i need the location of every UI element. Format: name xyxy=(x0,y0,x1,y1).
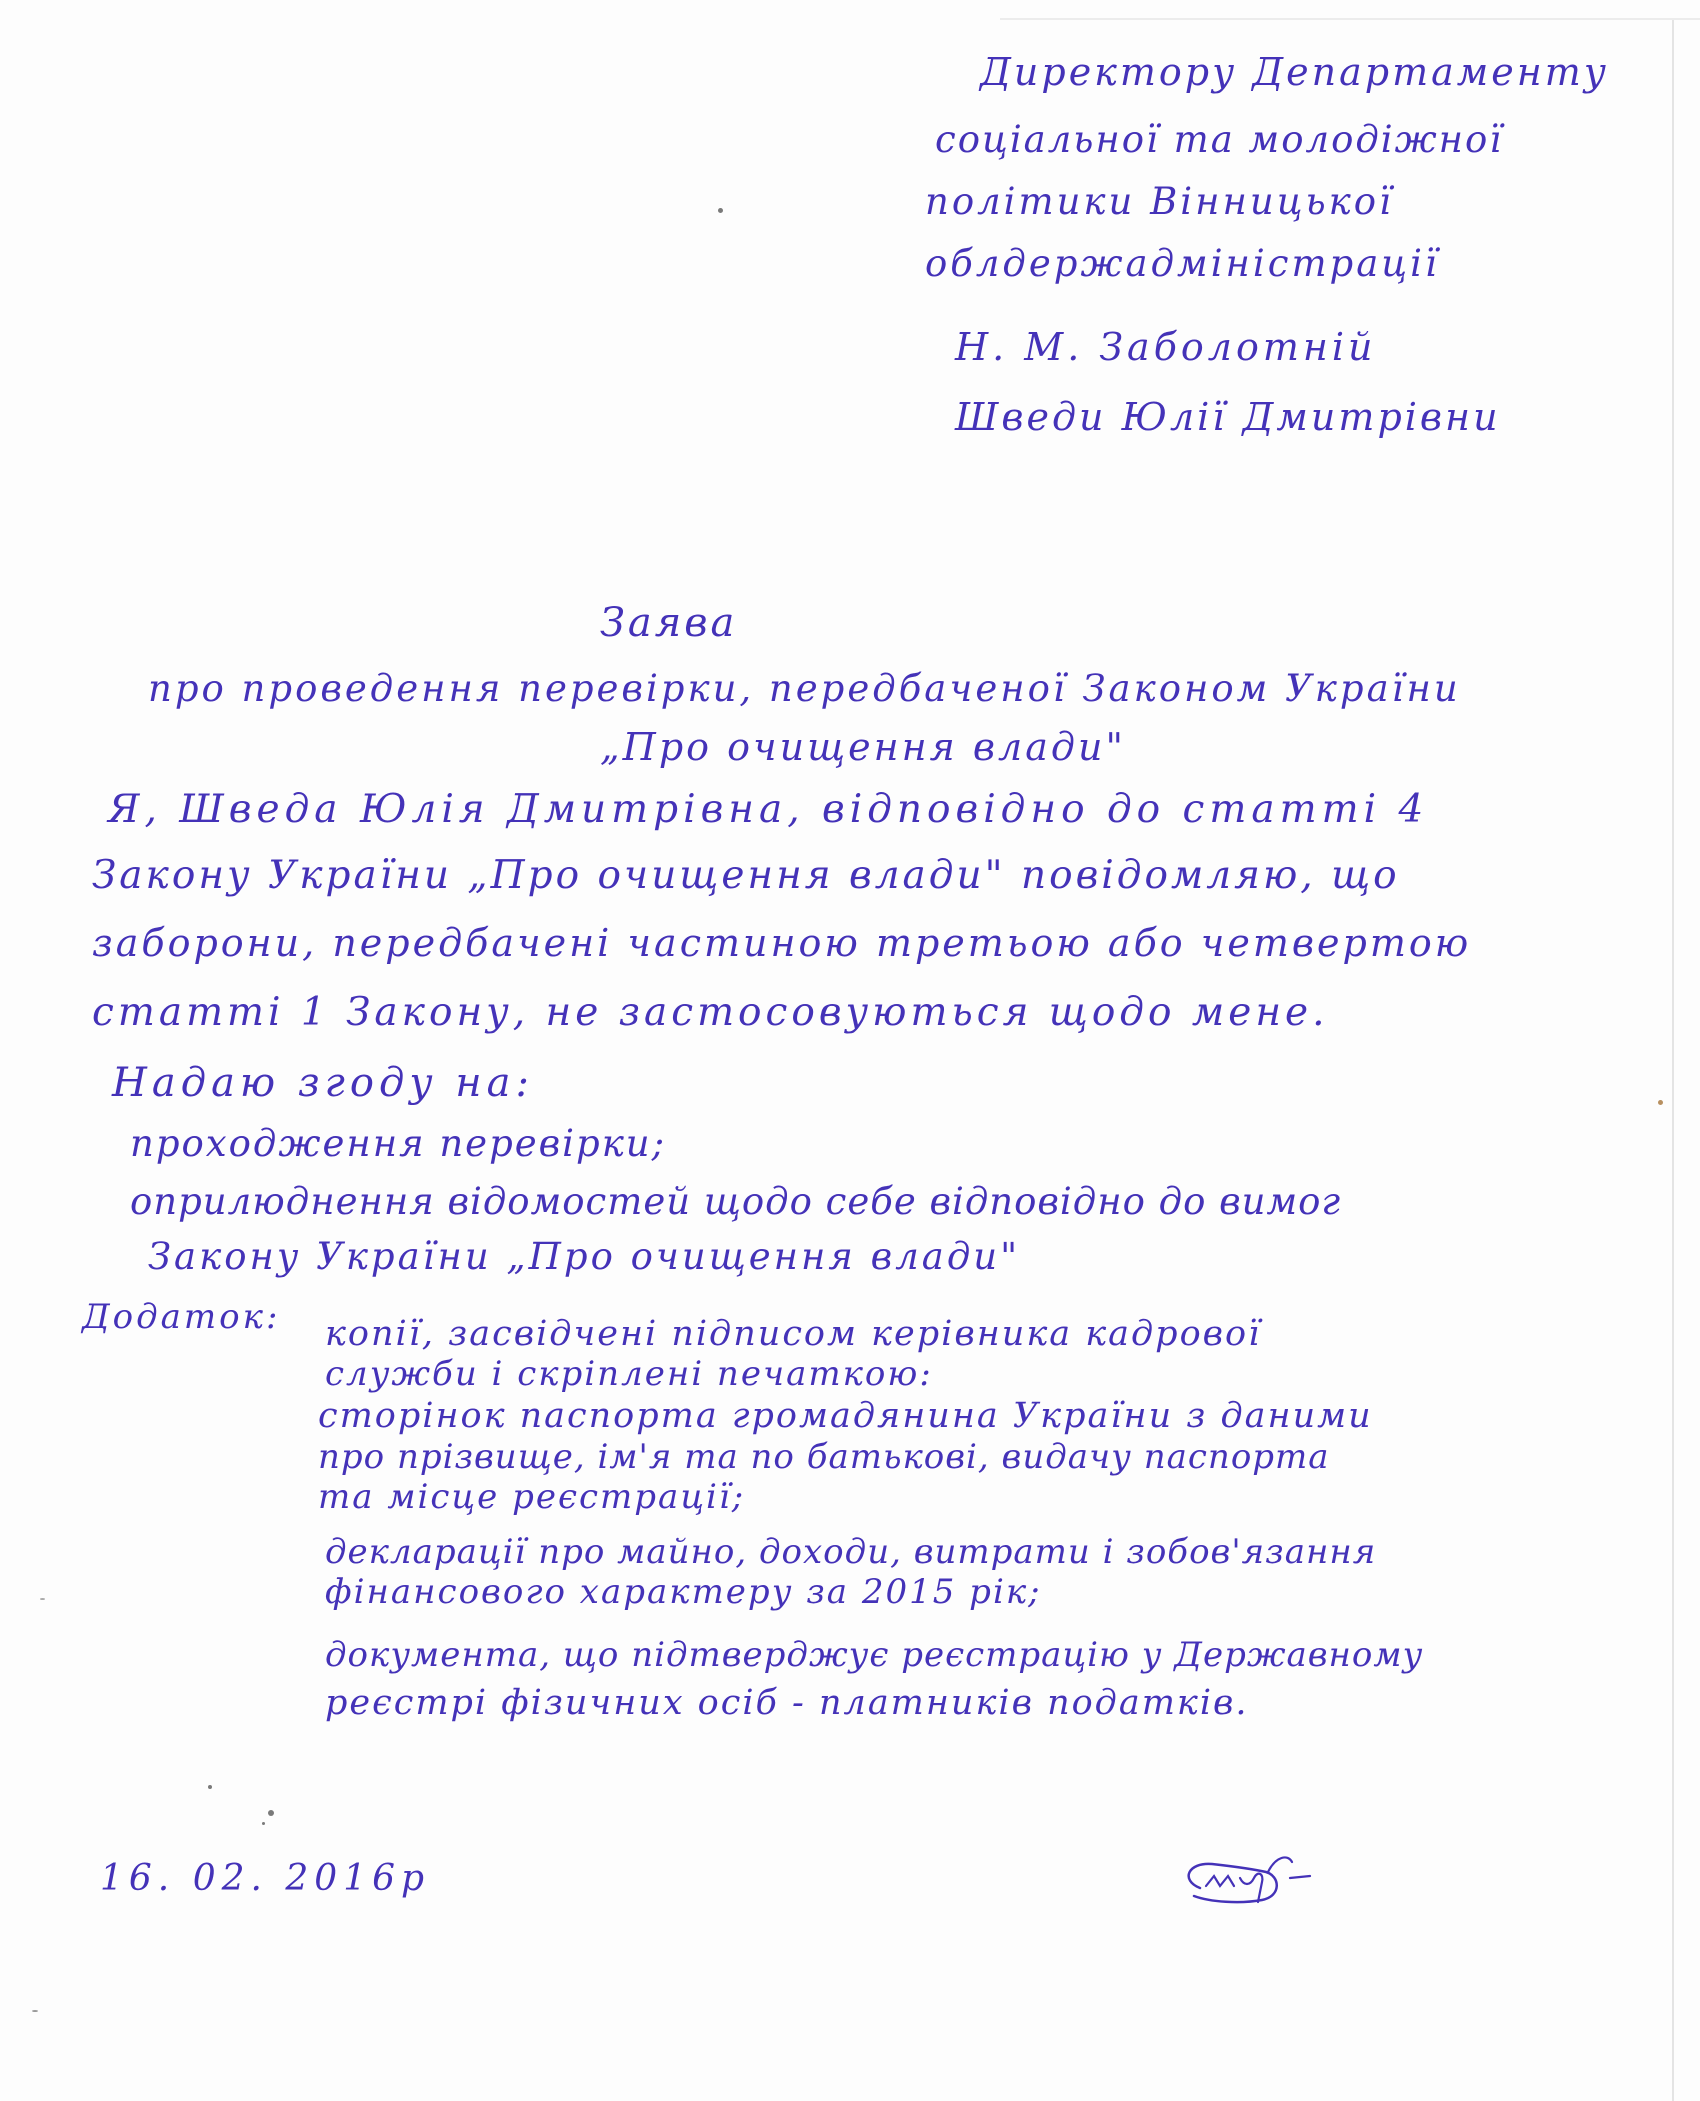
attachment-line: декларації про майно, доходи, витрати і зобов'язання xyxy=(325,1532,1377,1572)
document-subtitle: „Про очищення влади" xyxy=(600,725,1126,769)
consent-item: проходження перевірки; xyxy=(130,1122,667,1165)
addressee-line: соціальної та молодіжної xyxy=(935,118,1504,161)
attachment-line: фінансового характеру за 2015 рік; xyxy=(325,1572,1042,1612)
scan-speck xyxy=(40,1598,45,1600)
signature xyxy=(1170,1850,1350,1920)
document-subtitle: про проведення перевірки, передбаченої Законом України xyxy=(148,667,1461,710)
attachment-line: про прізвище, ім'я та по батькові, видачу паспорта xyxy=(318,1437,1330,1477)
attachment-line: реєстрі фізичних осіб - платників податків. xyxy=(325,1683,1249,1723)
attachment-line: копії, засвідчені підписом керівника кадрової xyxy=(325,1314,1262,1354)
scan-speck xyxy=(268,1810,274,1816)
attachment-line: та місце реєстрації; xyxy=(318,1477,746,1517)
consent-item: оприлюднення відомостей щодо себе відповідно до вимог xyxy=(130,1180,1342,1223)
scan-speck xyxy=(208,1785,212,1789)
addressee-line: політики Вінницької xyxy=(925,180,1394,223)
document-date: 16. 02. 2016р xyxy=(100,1858,431,1899)
consent-heading: Надаю згоду на: xyxy=(112,1060,534,1106)
scan-speck xyxy=(1658,1100,1663,1105)
scan-speck xyxy=(262,1822,265,1825)
scan-speck xyxy=(32,2010,38,2012)
consent-item: Закону України „Про очищення влади" xyxy=(148,1235,1021,1278)
statement-line: Я, Шведа Юлія Дмитрівна, відповідно до статті 4 xyxy=(108,787,1429,832)
scan-edge-right xyxy=(1672,18,1674,2101)
statement-line: Закону України „Про очищення влади" повідомляю, що xyxy=(92,853,1400,898)
statement-line: статті 1 Закону, не застосовуються щодо мене. xyxy=(92,990,1329,1035)
attachments-label: Додаток: xyxy=(82,1297,281,1337)
attachment-line: сторінок паспорта громадянина України з даними xyxy=(318,1396,1373,1436)
scan-speck xyxy=(718,208,723,213)
attachment-line: служби і скріплені печаткою: xyxy=(325,1354,933,1394)
attachment-line: документа, що підтверджує реєстрацію у Державному xyxy=(325,1635,1424,1675)
scan-edge-top xyxy=(1000,18,1700,20)
addressee-line: облдержадміністрації xyxy=(925,242,1440,285)
addressee-line: Директору Департаменту xyxy=(980,50,1609,94)
document-title: Заява xyxy=(600,600,738,646)
addressee-line: Н. М. Заболотній xyxy=(955,325,1377,369)
addressee-line: Шведи Юлії Дмитрівни xyxy=(955,395,1501,439)
statement-line: заборони, передбачені частиною третьою або четвертою xyxy=(92,921,1472,965)
